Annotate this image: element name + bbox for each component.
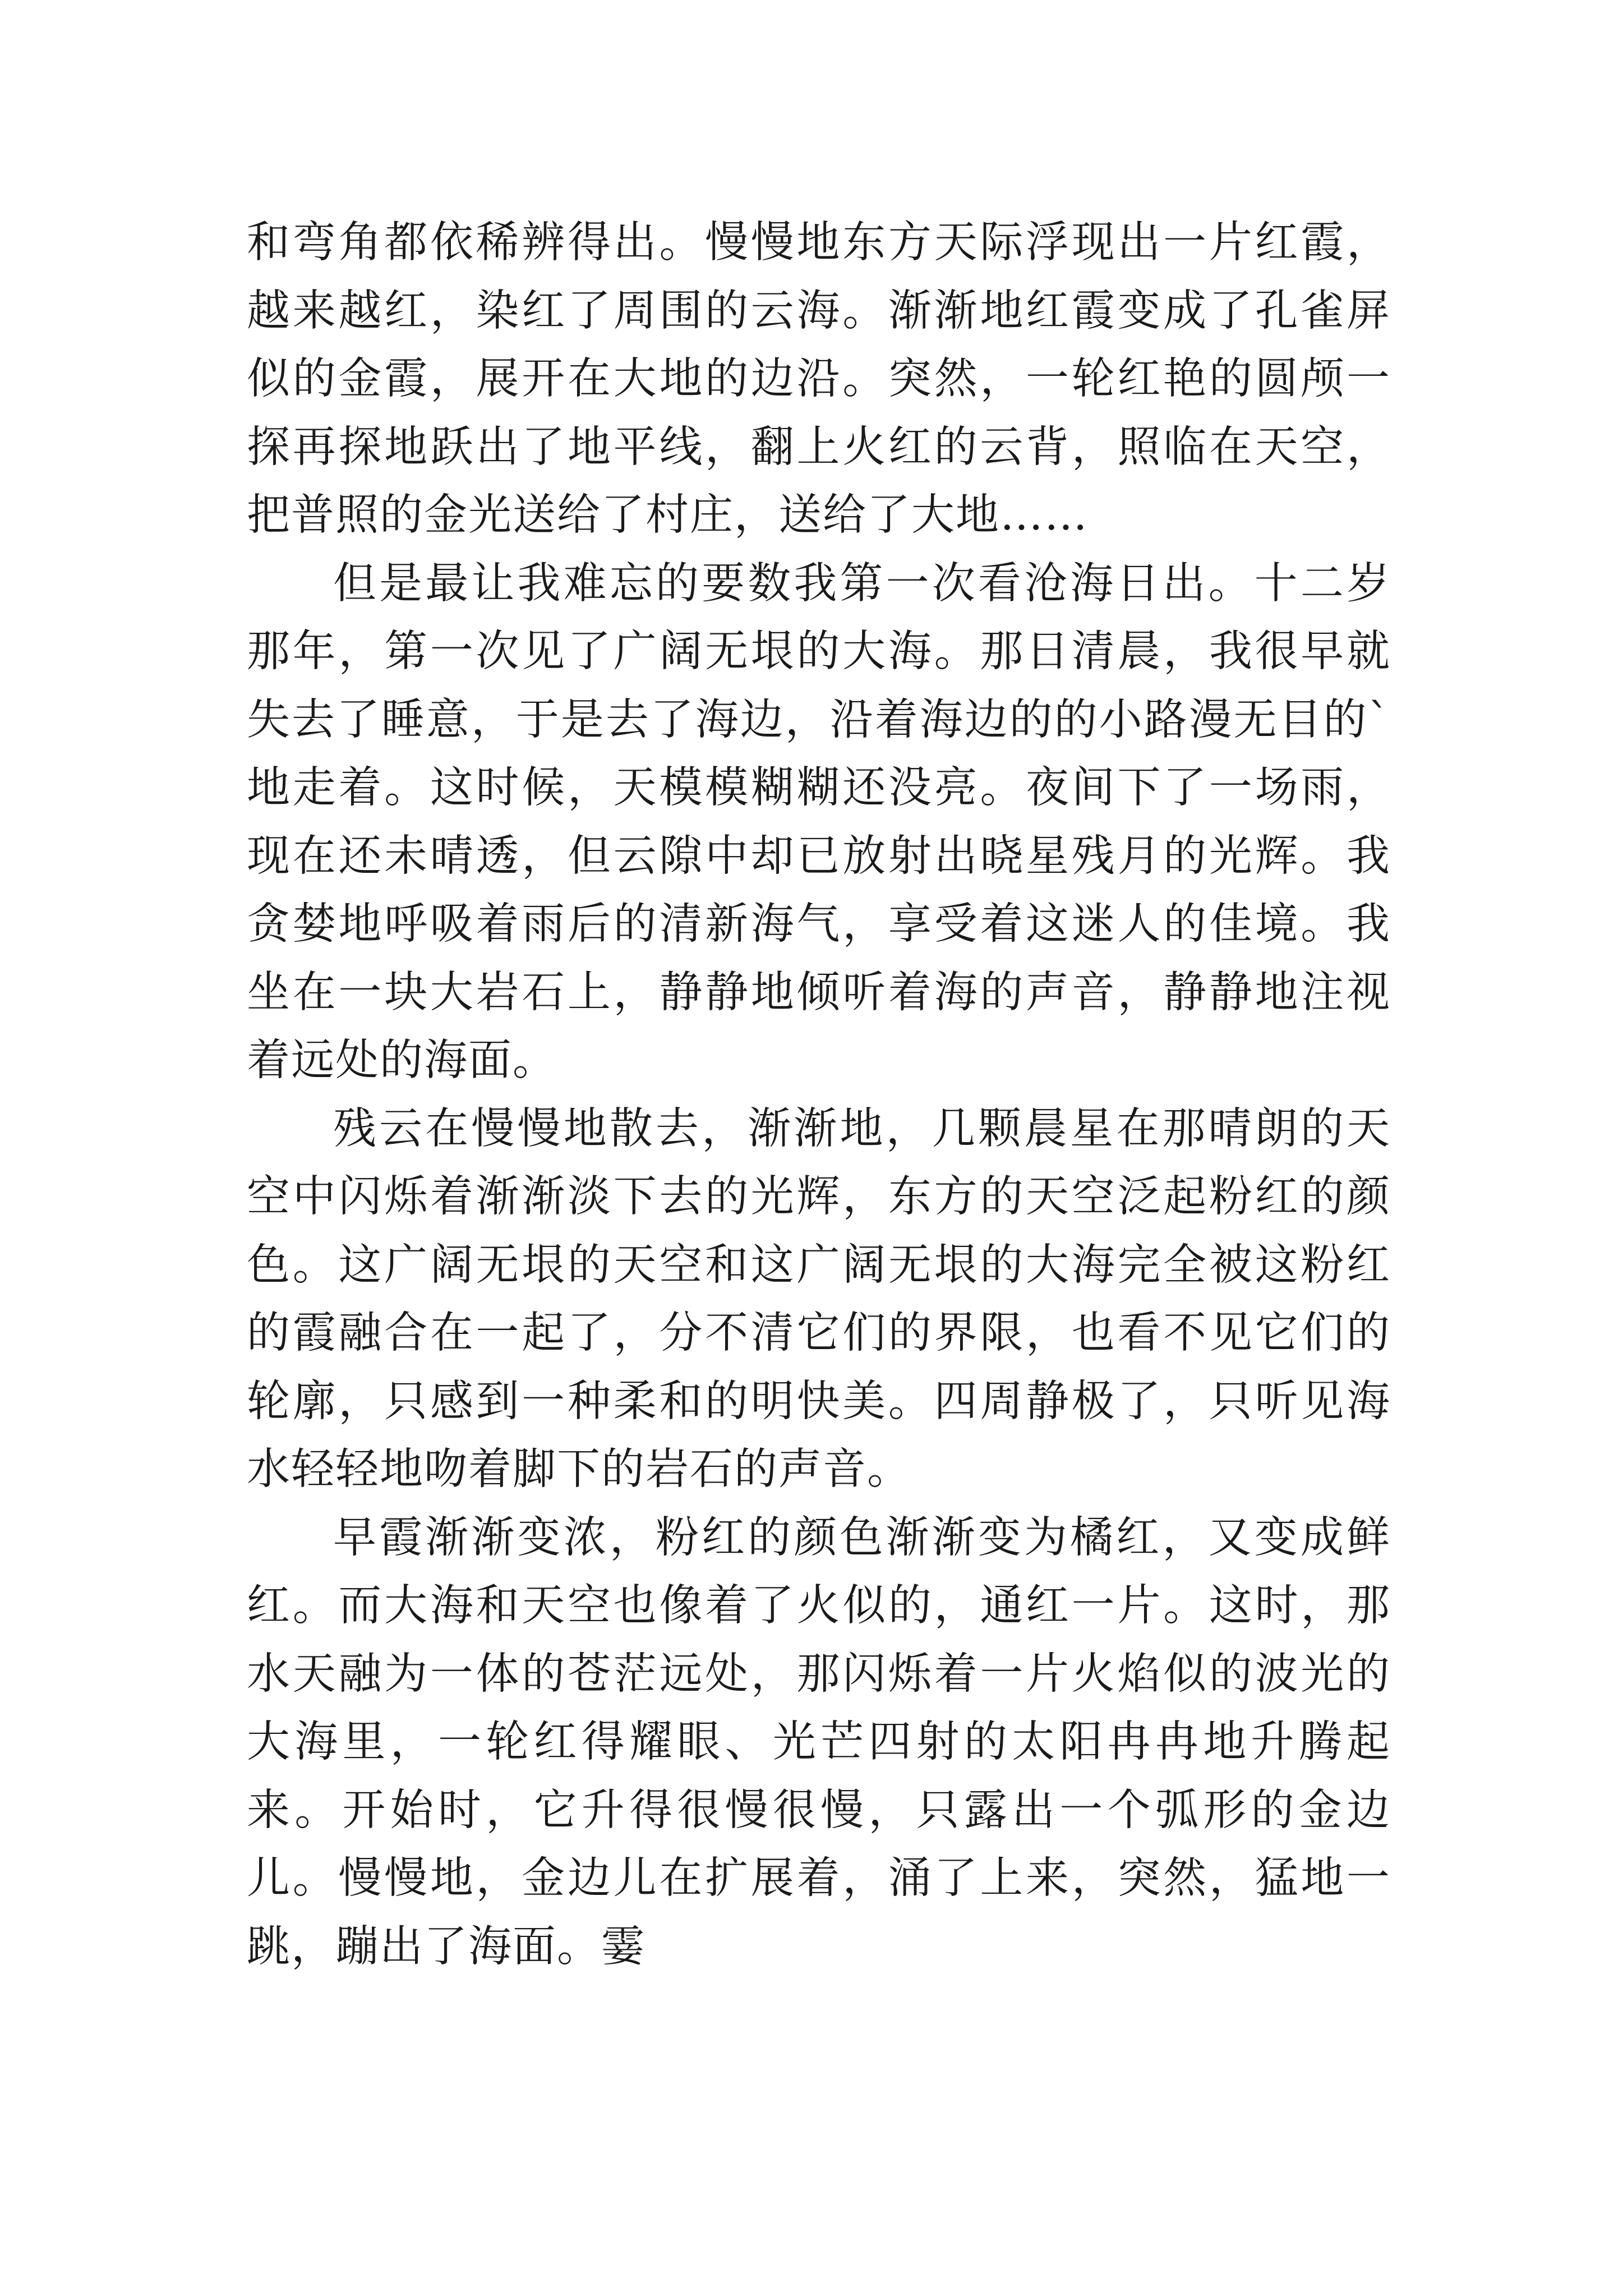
paragraph-1: 和弯角都依稀辨得出。慢慢地东方天际浮现出一片红霞，越来越红，染红了周围的云海。渐渐地红霞变成了孔雀屏似的金霞，展开在大地的边沿。突然，一轮红艳的圆颅一探再探地跃出了地平线，翻上火红的云背，照临在天空，把普照的金光送给了村庄，送给了大地…… (247, 218, 1391, 540)
essay-body (247, 209, 1391, 1981)
paragraph-3: 残云在慢慢地散去，渐渐地，几颗晨星在那晴朗的天空中闪烁着渐渐淡下去的光辉，东方的天空泛起粉红的颜色。这广阔无垠的天空和这广阔无垠的大海完全被这粉红的霞融合在一起了，分不清它们的界限，也看不见它们的轮廓，只感到一种柔和的明快美。四周静极了，只听见海水轻轻地吻着脚下的岩石的声音。 (247, 1103, 1391, 1494)
paragraph-4: 早霞渐渐变浓，粉红的颜色渐渐变为橘红，又变成鲜红。而大海和天空也像着了火似的，通红一片。这时，那水天融为一体的苍茫远处，那闪烁着一片火焰似的波光的大海里，一轮红得耀眼、光芒四射的太阳冉冉地升腾起来。开始时，它升得很慢很慢，只露出一个弧形的金边儿。慢慢地，金边儿在扩展着，涌了上来，突然，猛地一跳，蹦出了海面。霎 (247, 1512, 1391, 1972)
paragraph-2: 但是最让我难忘的要数我第一次看沧海日出。十二岁那年，第一次见了广阔无垠的大海。那日清晨，我很早就失去了睡意，于是去了海边，沿着海边的的小路漫无目的`地走着。这时候，天模模糊糊还没亮。夜间下了一场雨，现在还未晴透，但云隙中却已放射出晓星残月的光辉。我贪婪地呼吸着雨后的清新海气，享受着这迷人的佳境。我坐在一块大岩石上，静静地倾听着海的声音，静静地注视着远处的海面。 (247, 558, 1391, 1085)
